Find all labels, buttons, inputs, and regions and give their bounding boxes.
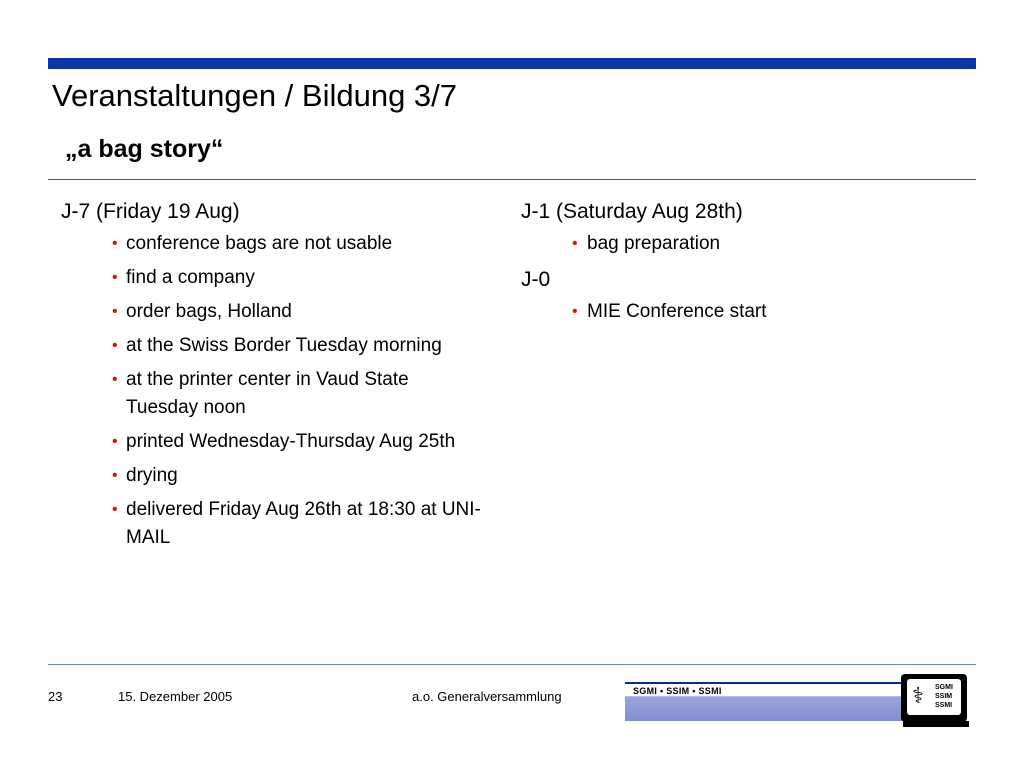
- logo-line: SSMI: [935, 702, 953, 709]
- left-bullet-list: [61, 230, 481, 552]
- page-number: 23: [48, 689, 63, 704]
- list-item: [61, 230, 481, 258]
- bullet-dot-icon: •: [572, 303, 578, 320]
- bullet-dot-icon: •: [112, 433, 118, 450]
- logo-stand: [903, 721, 969, 727]
- left-heading: J-7 (Friday 19 Aug): [61, 200, 240, 223]
- bullet-dot-icon: •: [112, 303, 118, 320]
- list-item: [61, 332, 481, 360]
- bullet-text: at the Swiss Border Tuesday morning: [126, 335, 442, 356]
- right-heading-1: J-1 (Saturday Aug 28th): [521, 200, 743, 223]
- bullet-text: printed Wednesday-Thursday Aug 25th: [126, 431, 456, 452]
- footer-event: a.o. Generalversammlung: [412, 689, 562, 704]
- bullet-text: bag preparation: [587, 233, 721, 254]
- slide-subtitle: „a bag story“: [65, 135, 224, 163]
- bullet-dot-icon: •: [112, 235, 118, 252]
- list-item: [61, 462, 481, 490]
- right-bullet-list-2: [521, 298, 961, 326]
- bullet-text: MIE Conference start: [587, 301, 767, 322]
- list-item: [61, 264, 481, 292]
- list-item: [61, 366, 481, 422]
- bullet-dot-icon: •: [112, 467, 118, 484]
- right-column: [521, 197, 961, 333]
- bullet-text: find a company: [126, 267, 255, 288]
- caduceus-icon: ⚕: [912, 683, 924, 708]
- list-item: [521, 230, 961, 258]
- list-item: [61, 428, 481, 456]
- bullet-text: conference bags are not usable: [126, 233, 393, 254]
- top-accent-bar: [48, 58, 976, 69]
- bullet-text: at the printer center in Vaud State Tuesday noon: [126, 369, 409, 418]
- logo-band: [625, 682, 903, 721]
- title-divider: [48, 179, 976, 180]
- list-item: [61, 496, 481, 552]
- bullet-dot-icon: •: [112, 269, 118, 286]
- right-heading-2: J-0: [521, 268, 551, 291]
- right-bullet-list-1: [521, 230, 961, 258]
- bullet-dot-icon: •: [112, 501, 118, 518]
- left-column: [61, 197, 481, 559]
- logo-line: SSIM: [935, 693, 953, 700]
- logo-line: SGMI: [935, 684, 953, 691]
- monitor-logo-icon: [901, 674, 967, 722]
- bullet-text: delivered Friday Aug 26th at 18:30 at UNI- MAIL: [126, 499, 481, 548]
- bullet-text: drying: [126, 465, 178, 486]
- logo-screen: [907, 679, 961, 715]
- footer-divider: [48, 664, 976, 665]
- slide-title: Veranstaltungen / Bildung 3/7: [52, 78, 458, 113]
- bullet-dot-icon: •: [572, 235, 578, 252]
- list-item: [61, 298, 481, 326]
- bullet-dot-icon: •: [112, 337, 118, 354]
- list-item: [521, 298, 961, 326]
- logo-band-text: SGMI • SSIM • SSMI: [633, 686, 722, 696]
- bullet-text: order bags, Holland: [126, 301, 292, 322]
- bullet-dot-icon: •: [112, 371, 118, 388]
- footer-date: 15. Dezember 2005: [118, 689, 233, 704]
